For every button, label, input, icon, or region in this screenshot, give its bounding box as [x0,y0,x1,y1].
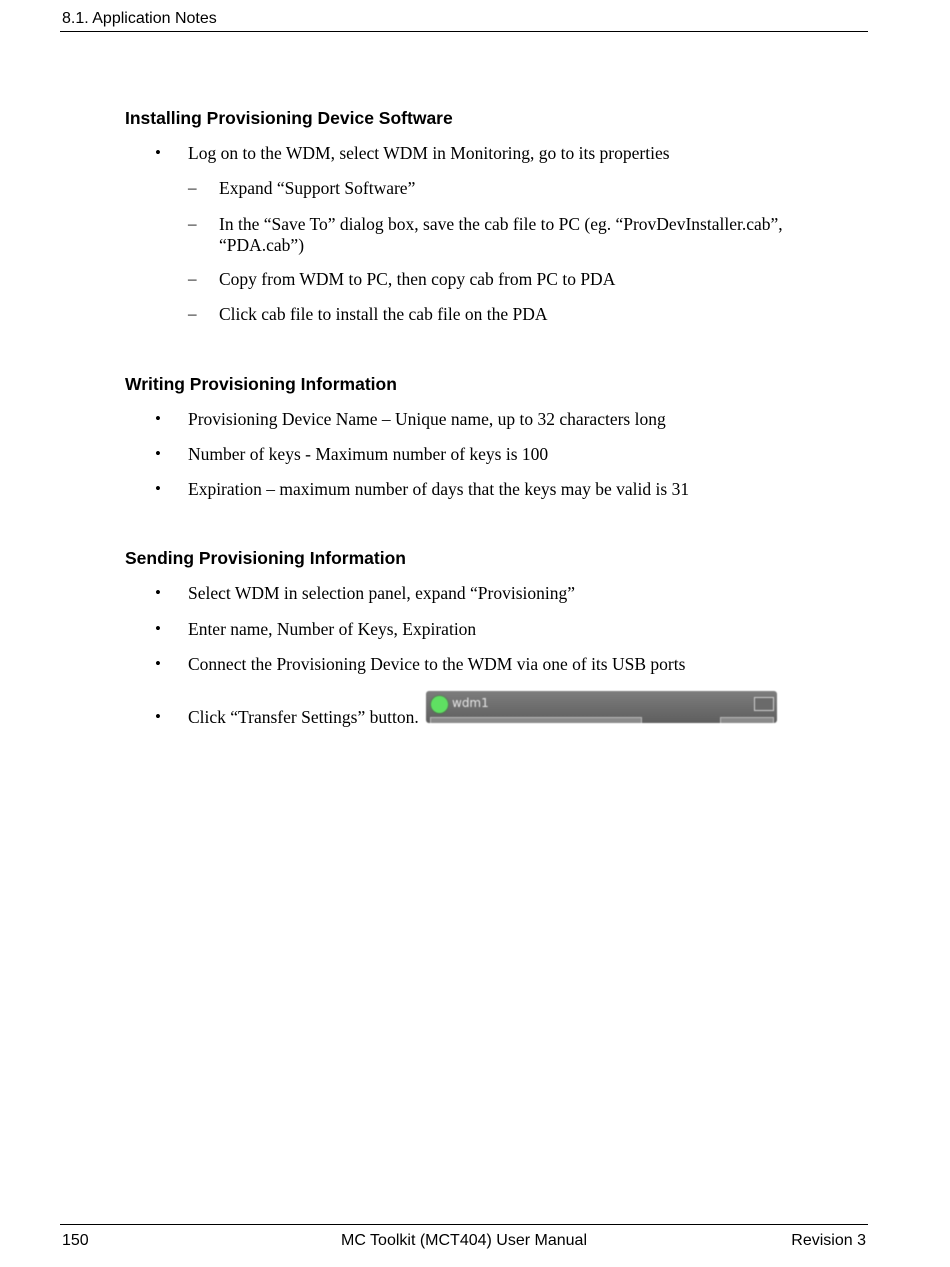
list-item: Provisioning Device Name – Unique name, up to 32 characters long [188,409,666,429]
window-button-icon [754,697,774,711]
status-dot-icon [431,696,448,713]
bullet-marker: • [155,619,161,638]
list-item: Click “Transfer Settings” button. [188,707,419,727]
dash-marker: – [188,269,197,288]
heading-installing: Installing Provisioning Device Software [125,108,453,128]
sub-item: Copy from WDM to PC, then copy cab from PC to PDA [219,269,616,289]
heading-sending: Sending Provisioning Information [125,548,406,568]
heading-writing: Writing Provisioning Information [125,374,397,394]
sub-item: Click cab file to install the cab file on the PDA [219,304,548,324]
page-number: 150 [62,1232,89,1249]
panel-field [720,717,774,723]
dash-marker: – [188,304,197,323]
panel-field [430,717,642,723]
list-item: Number of keys - Maximum number of keys is 100 [188,444,549,464]
running-header: 8.1. Application Notes [62,10,217,27]
list-item: Select WDM in selection panel, expand “Provisioning” [188,583,576,603]
sub-item: In the “Save To” dialog box, save the cab file to PC (eg. “ProvDevInstaller.cab”, “PDA.cab”) [219,214,783,255]
wdm-panel-screenshot [426,691,777,723]
footer-rule [60,1224,868,1225]
list-item: Connect the Provisioning Device to the WDM via one of its USB ports [188,654,686,674]
bullet-marker: • [155,143,161,162]
manual-title: MC Toolkit (MCT404) User Manual [341,1232,587,1249]
list-item: Expiration – maximum number of days that the keys may be valid is 31 [188,479,690,499]
bullet-marker: • [155,444,161,463]
sub-item: Expand “Support Software” [219,178,416,198]
bullet-marker: • [155,707,161,726]
list-item: Log on to the WDM, select WDM in Monitoring, go to its properties [188,143,670,163]
bullet-marker: • [155,479,161,498]
header-rule [60,31,868,32]
list-item: Enter name, Number of Keys, Expiration [188,619,477,639]
bullet-marker: • [155,654,161,673]
device-label: wdm1 [452,696,489,710]
page-footer [62,1232,866,1252]
bullet-marker: • [155,409,161,428]
bullet-marker: • [155,583,161,602]
dash-marker: – [188,214,197,233]
dash-marker: – [188,178,197,197]
revision: Revision 3 [791,1232,866,1249]
